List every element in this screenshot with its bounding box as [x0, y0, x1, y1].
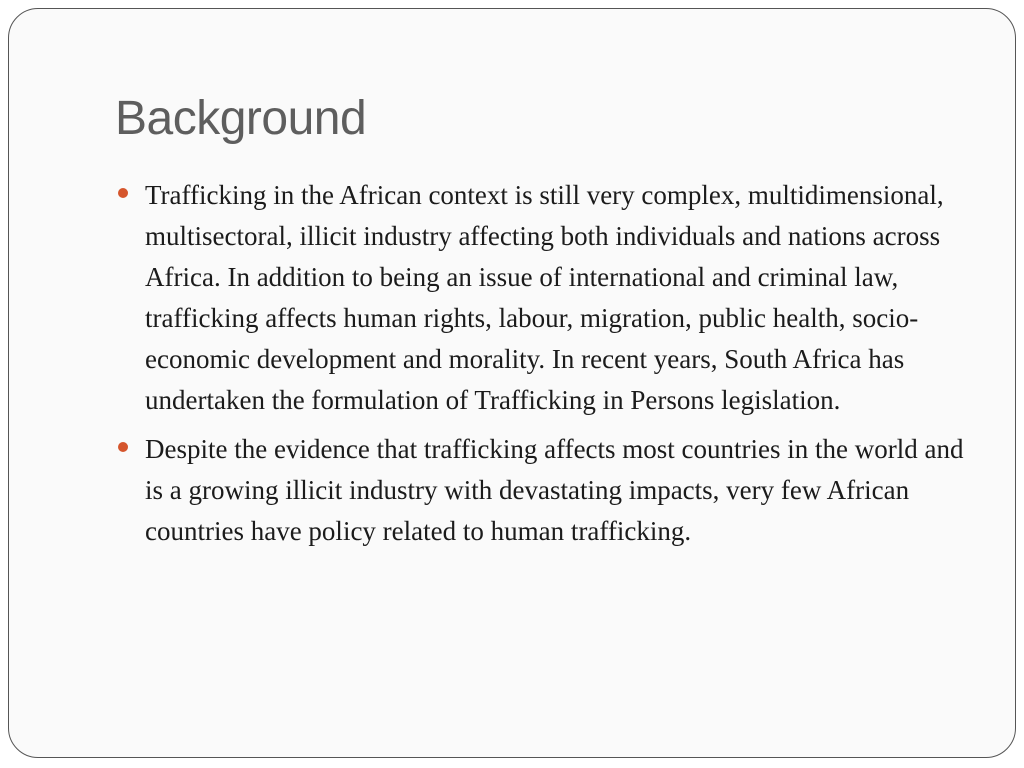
slide-title: Background [115, 92, 367, 145]
bullet-dot-icon [118, 188, 128, 198]
bullet-text: Despite the evidence that trafficking affects most countries in the world and is a growing illicit industry with devastating impacts, very few African countries have policy related to human trafficking. [145, 434, 964, 546]
slide-frame [8, 8, 1016, 758]
bullet-item [115, 429, 975, 552]
bullet-list [115, 175, 975, 560]
bullet-text: Trafficking in the African context is still very complex, multidimensional, multisectoral, illicit industry affecting both individuals and nations across Africa. In addition to being an issue of international and criminal law, trafficking affects human rights, labour, migration, public health, socio-economic development and morality. In recent years, South Africa has undertaken the formulation of Trafficking in Persons legislation. [145, 180, 944, 415]
bullet-dot-icon [118, 442, 128, 452]
bullet-item [115, 175, 975, 421]
